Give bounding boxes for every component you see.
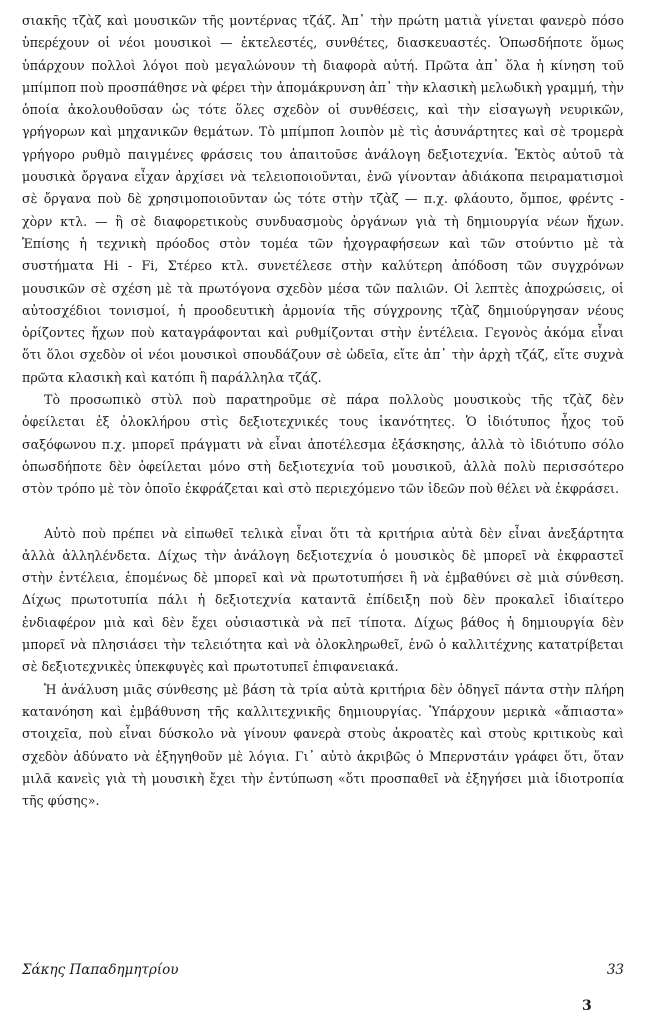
- paragraph-analysis: Ἡ ἀνάλυση μιᾶς σύνθεσης μὲ βάση τὰ τρία αὐτὰ κριτήρια δὲν ὁδηγεῖ πάντα στὴν πλήρη κατανόηση καὶ ἐμβάθυνση τῆς καλλιτεχνικῆς δημιουργίας. Ὑπάρχουν μερικὰ «ἄπιαστα» στοιχεῖα, ποὺ εἶναι δύσκολο νὰ γίνουν φανερὰ στοὺς ἀκροατὲς καὶ στοὺς κριτικοὺς καὶ σχεδὸν ἀδύνατο νὰ ἐξηγηθοῦν μὲ λόγια. Γι᾽ αὐτὸ ἀκριβῶς ὁ Μπερνστάιν γράφει ὅτι, ὅταν μιλᾶ κανεὶς γιὰ τὴ μουσικὴ ἔχει τὴν ἐντύπωση «ὅτι προσπαθεῖ νὰ ἐξηγήσει μιὰ ἰδιοτροπία τῆς φύσης».: [22, 681, 624, 809]
- paragraph-personal-style: Τὸ προσωπικὸ στὺλ ποὺ παρατηροῦμε σὲ πάρα πολλοὺς μουσικοὺς τῆς τζὰζ δὲν ὀφείλεται ἐξ ὁλοκλήρου στὶς δεξιοτεχνικές τους ἱκανότητες. Ὁ ἰδιότυπος ἦχος τοῦ σαξόφωνου π.χ. μπορεῖ πράγματι νὰ εἶναι ἀποτέλεσμα ἐξάσκησης, ἀλλὰ τὸ ἰδιότυπο σόλο ὁπωσδήποτε δὲν ὀφείλεται μόνο στὴ δεξιοτεχνία τοῦ μουσικοῦ, ἀλλὰ πολὺ περισσότερο στὸν τρόπο μὲ τὸν ὁποῖο ἐκφράζεται καὶ στὸ περιεχόμενο τῶν ἰδεῶν ποὺ θέλει νὰ ἐκφράσει.: [22, 392, 624, 497]
- page-number: 33: [606, 962, 624, 978]
- sheet-number: 3: [582, 998, 592, 1014]
- text-body: [22, 10, 624, 812]
- page-footer: [22, 962, 624, 982]
- paragraph-criteria: Αὐτὸ ποὺ πρέπει νὰ εἰπωθεῖ τελικὰ εἶναι ὅτι τὰ κριτήρια αὐτὰ δὲν εἶναι ἀνεξάρτητα ἀλλὰ ἀλληλένδετα. Δίχως τὴν ἀνάλογη δεξιοτεχνία ὁ μουσικὸς δὲ μπορεῖ νὰ ἐκφραστεῖ στὴν ἐντέλεια, ἑπομένως δὲ μπορεῖ καὶ νὰ πρωτοτυπήσει ἢ νὰ ἐμβαθύνει σὲ μιὰ σύνθεση. Δίχως πρωτοτυπία πάλι ἡ δεξιοτεχνία καταντᾶ ἐπίδειξη ποὺ δὲν προκαλεῖ ἰδιαίτερο ἐνδιαφέρον μιὰ καὶ δὲν ἔχει οὐσιαστικὰ νὰ πεῖ τίποτα. Δίχως βάθος ἡ δημιουργία δὲν μπορεῖ νὰ πλησιάσει τὴν τελειότητα καὶ νὰ ὁλοκληρωθεῖ, ἐνῶ ὁ καλλιτέχνης κατατρίβεται σὲ δεξιοτεχνικὲς ὑπεκφυγὲς καὶ πρωτοτυπεῖ ἐπιφανειακά.: [22, 525, 624, 675]
- section-break: [22, 501, 624, 523]
- paragraph-continued: σιακῆς τζὰζ καὶ μουσικῶν τῆς μοντέρνας τζάζ. Ἀπ᾽ τὴν πρώτη ματιὰ γίνεται φανερὸ πόσο ὑπερέχουν οἱ νέοι μουσικοὶ — ἐκτελεστές, συνθέτες, διασκευαστές. Ὁπωσδήποτε ὅμως ὑπάρχουν πολλοὶ λόγοι ποὺ μεγαλώνουν τὴ διαφορὰ αὐτή. Πρῶτα ἀπ᾽ ὅλα ἡ κίνηση τοῦ μπίμποπ ποὺ προσπάθησε νὰ φέρει τὴν ἀπομάκρυνση ἀπ᾽ τὴν κλασικὴ μελωδικὴ γραμμή, τὴν ὁποία ἀκολουθοῦσαν ὡς τότε ὅλες σχεδὸν οἱ συνθέσεις, καὶ τὴν εἰσαγωγὴ νευρικῶν, γρήγορων καὶ μηχανικῶν θεμάτων. Τὸ μπίμποπ λοιπὸν μὲ τὶς ἀσυνάρτητες καὶ σὲ τρομερὰ γρήγορο ρυθμὸ παιγμένες φράσεις του ἀπαιτοῦσε ἀνάλογη δεξιοτεχνία. Ἐκτὸς αὐτοῦ τὰ μουσικὰ ὄργανα εἶχαν ἀρχίσει νὰ τελειοποιοῦνται, ἐνῶ γίνονταν ἀδιάκοπα πειραματισμοὶ σὲ ὄργανα ποὺ δὲ χρησιμοποιοῦνταν ὡς τότε στὴν τζὰζ — π.χ. φλάουτο, ὄμποε, φρέντς - χὸρν κτλ. — ἢ σὲ διαφορετικοὺς συνδυασμοὺς ὀργάνων γιὰ τὴ δημιουργία νέων ἤχων. Ἐπίσης ἡ τεχνικὴ πρόοδος στὸν τομέα τῶν ἠχογραφήσεων καὶ τῶν στούντιο μὲ τὰ συστήματα Hi - Fi, Στέρεο κτλ. συνετέλεσε στὴν καλύτερη ἀπόδοση τῶν συγχρόνων μουσικῶν σὲ σχέση μὲ τὰ πρωτόγονα σχεδὸν μέσα τῶν παλιῶν. Οἱ λεπτὲς ἀποχρώσεις, οἱ αὐτοσχέδιοι τονισμοί, ἡ προοδευτικὴ ἁρμονία τῆς σύγχρονης τζὰζ δημιούργησαν νέους ὁρίζοντες ἤχων ποὺ καταγράφονται καὶ ρυθμίζονται στὴν ἐντέλεια. Γεγονὸς ἀκόμα εἶναι ὅτι ὅλοι σχεδὸν οἱ νέοι μουσικοὶ σπουδάζουν σὲ ὠδεῖα, εἴτε ἀπ᾽ τὴν ἀρχὴ τζάζ, εἴτε συχνὰ πρῶτα κλασικὴ καὶ κατόπι ἢ παράλληλα τζάζ.: [22, 13, 624, 385]
- author-name: Σάκης Παπαδημητρίου: [22, 962, 179, 978]
